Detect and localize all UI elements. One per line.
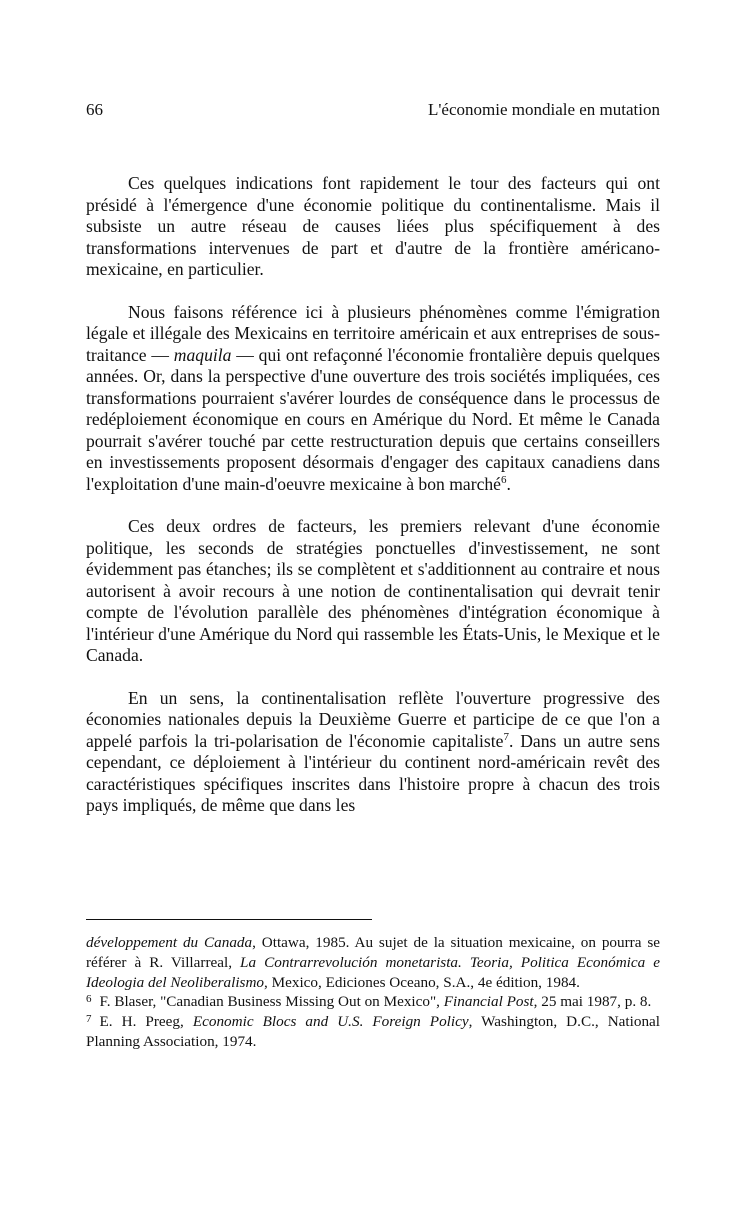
footnote-cont-italic-1: développement du Canada: [86, 934, 253, 951]
footnote-ref-6: 6: [501, 473, 507, 486]
paragraph-2: [86, 302, 660, 496]
paragraph-2-text-a: Nous faisons référence ici à plusieurs phénomènes comme l'émigration légale et illégale des Mexicains en territoire américain et aux entreprises de sous-traitance —: [86, 301, 660, 365]
paragraph-4: [86, 688, 660, 817]
footnote-7-text-2: , Washington, D.C., National Planning Association, 1974.: [86, 1013, 661, 1050]
footnote-cont-text-2: , Mexico, Ediciones Oceano, S.A., 4e édition, 1984.: [264, 973, 580, 991]
paragraph-2-text-c: .: [506, 473, 511, 494]
footnote-7-italic: Economic Blocs and U.S. Foreign Policy: [192, 1013, 469, 1031]
footnote-6-text-2: , 25 mai 1987, p. 8.: [533, 993, 652, 1011]
footnote-6: [86, 992, 660, 1012]
paragraph-4-text-a: En un sens, la continentalisation reflète l'ouverture progressive des économies nationales depuis la Deuxième Guerre et participe de ce que l'on a appelé parfois la tri-polarisation de l'économie capitaliste: [86, 687, 660, 751]
paragraph-2-text-b: — qui ont refaçonné l'économie frontalière depuis quelques années. Or, dans la perspective d'une ouverture des trois sociétés impliquées, ces transformations pourraient s'avérer lourdes de conséquence dans le processus de redéploiement économique en cours en Amérique du Nord. Et même le Canada pourrait s'avérer touché par cette restructuration depuis que certains conseillers en investissements proposent désormais d'engager des capitaux canadiens dans l'exploitation d'une main-d'oeuvre mexicaine à bon marché: [86, 344, 660, 494]
body-text: [86, 173, 660, 817]
footnote-7: [86, 1012, 660, 1052]
page-number: 66: [86, 100, 103, 119]
footnote-ref-7: 7: [503, 730, 509, 743]
paragraph-1: Ces quelques indications font rapidement le tour des facteurs qui ont présidé à l'émergence d'une économie politique du continentalisme. Mais il subsiste un autre réseau de causes liées plus spécifiquement à des transformations intervenues de part et d'autre de la frontière américano-mexicaine, en particulier.: [86, 173, 660, 279]
footnote-6-italic: Financial Post: [443, 993, 534, 1011]
footnotes: [86, 933, 660, 1052]
footnote-7-text-1: E. H. Preeg,: [99, 1013, 193, 1031]
footnote-continued: [86, 933, 660, 992]
paragraph-4-text-b: . Dans un autre sens cependant, ce déploiement à l'intérieur du continent nord-américain revêt des caractéristiques spécifiques inscrites dans l'histoire propre à chacun des trois pays impliqués, de même que dans les: [86, 730, 660, 815]
footnote-6-number: 6: [86, 993, 92, 1006]
running-title: L'économie mondiale en mutation: [427, 100, 660, 119]
footnote-7-number: 7: [86, 1013, 92, 1026]
footnote-cont-italic-2: La Contrarrevolución monetarista. Teoria, Politica Económica e Ideologia del Neoliberalismo: [86, 953, 660, 991]
footnote-divider: [86, 919, 372, 920]
paragraph-3: Ces deux ordres de facteurs, les premiers relevant d'une économie politique, les seconds de stratégies ponctuelles d'investissement, ne sont évidemment pas étanches; ils se complètent et s'additionnent au contraire et nous autorisent à avoir recours à une notion de continentalisation qui devrait tenir compte de l'évolution parallèle des phénomènes d'intégration économique à l'intérieur d'une Amérique du Nord qui rassemble les États-Unis, le Mexique et le Canada.: [86, 516, 660, 665]
paragraph-2-italic: maquila: [173, 344, 232, 365]
footnote-cont-text-1: , Ottawa, 1985. Au sujet de la situation mexicaine, on pourra se référer à R. Villarreal,: [86, 934, 660, 971]
footnote-6-text-1: F. Blaser, "Canadian Business Missing Out on Mexico",: [99, 993, 444, 1011]
